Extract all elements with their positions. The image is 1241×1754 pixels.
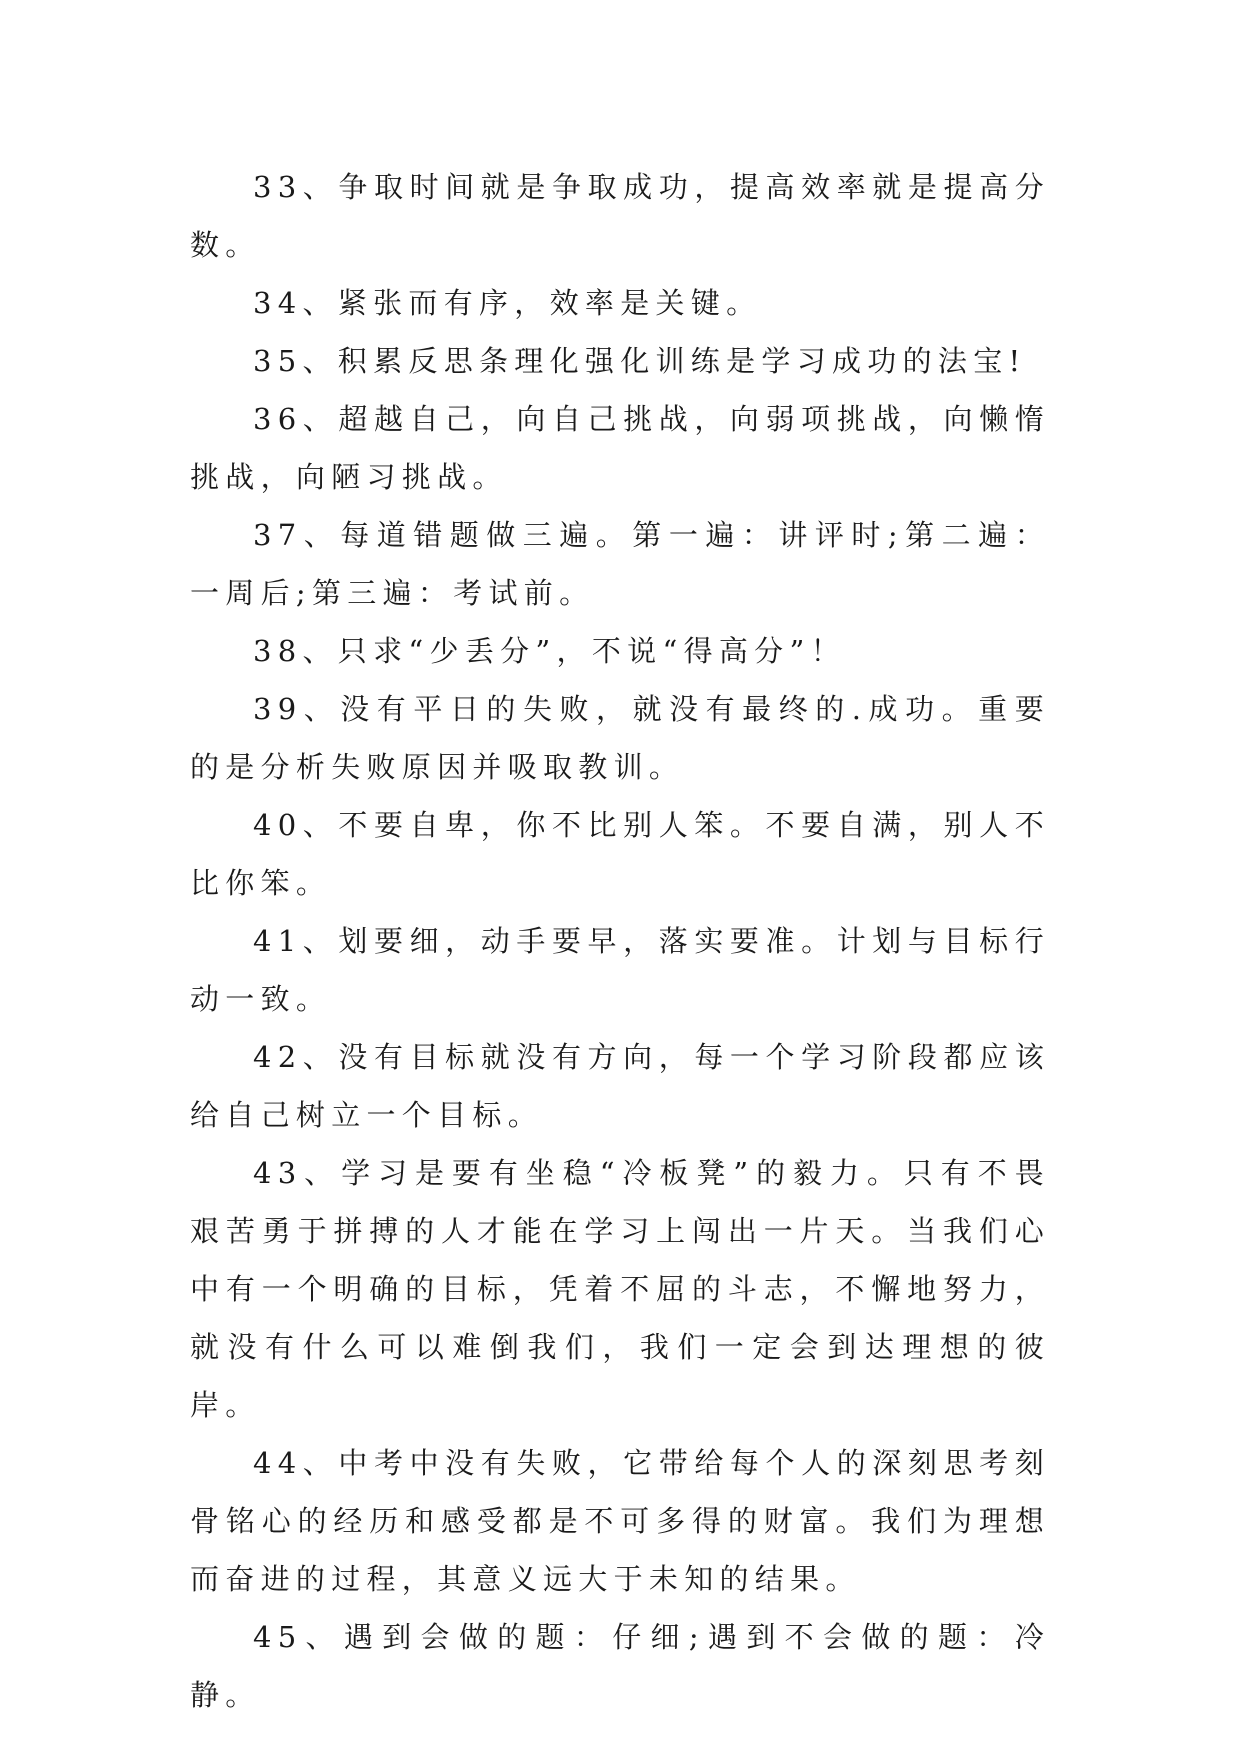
paragraph-41: 41、划要细，动手要早，落实要准。计划与目标行动一致。 bbox=[190, 924, 1050, 1016]
paragraph-37: 37、每道错题做三遍。第一遍：讲评时;第二遍：一周后;第三遍：考试前。 bbox=[190, 518, 1050, 610]
document-body bbox=[190, 158, 1050, 1724]
paragraph-44: 44、中考中没有失败，它带给每个人的深刻思考刻骨铭心的经历和感受都是不可多得的财富。我们为理想而奋进的过程，其意义远大于未知的结果。 bbox=[190, 1446, 1050, 1596]
paragraph-33: 33、争取时间就是争取成功，提高效率就是提高分数。 bbox=[190, 170, 1050, 262]
paragraph-45: 45、遇到会做的题：仔细;遇到不会做的题：冷静。 bbox=[190, 1620, 1050, 1712]
paragraph-42: 42、没有目标就没有方向，每一个学习阶段都应该给自己树立一个目标。 bbox=[190, 1040, 1050, 1132]
paragraph-40: 40、不要自卑，你不比别人笨。不要自满，别人不比你笨。 bbox=[190, 808, 1050, 900]
paragraph-38: 38、只求“少丢分”，不说“得高分”！ bbox=[253, 634, 846, 668]
paragraph-34: 34、紧张而有序，效率是关键。 bbox=[253, 286, 762, 320]
paragraph-39: 39、没有平日的失败，就没有最终的.成功。重要的是分析失败原因并吸取教训。 bbox=[190, 692, 1050, 784]
paragraph-36: 36、超越自己，向自己挑战，向弱项挑战，向懒惰挑战，向陋习挑战。 bbox=[190, 402, 1050, 494]
paragraph-43: 43、学习是要有坐稳“冷板凳”的毅力。只有不畏艰苦勇于拼搏的人才能在学习上闯出一片天。当我们心中有一个明确的目标，凭着不屈的斗志，不懈地努力，就没有什么可以难倒我们，我们一定会到达理想的彼岸。 bbox=[190, 1156, 1050, 1422]
paragraph-35: 35、积累反思条理化强化训练是学习成功的法宝! bbox=[253, 344, 1027, 378]
